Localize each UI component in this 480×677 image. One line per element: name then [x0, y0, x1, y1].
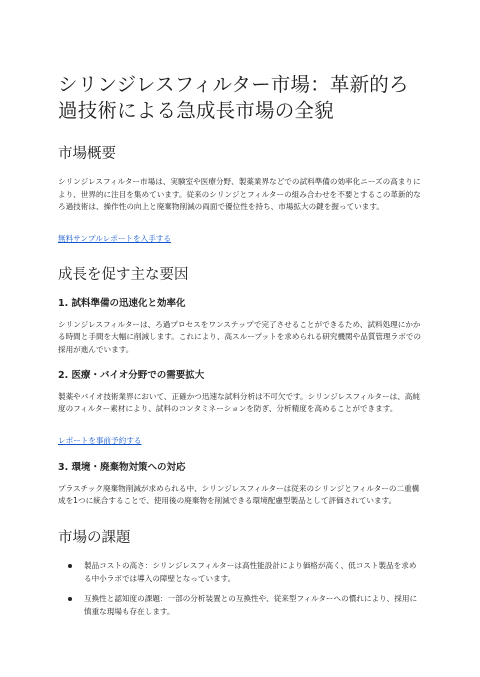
document-title: シリンジレスフィルター市場：革新的ろ過技術による急成長市場の全貌	[58, 73, 409, 122]
driver-1-text: シリンジレスフィルターは、ろ過プロセスをワンステップで完了させることができるため、試料処理にかかる時間と手間を大幅に削減します。これにより、高スループットを求められる研究機関や品質管理ラボでの採用が進んでいます。	[58, 319, 421, 354]
challenges-list	[58, 560, 422, 618]
drivers-section	[58, 265, 422, 508]
overview-heading: 市場概要	[58, 146, 116, 162]
bullet-dot-icon	[68, 564, 72, 568]
challenge-item	[58, 560, 422, 585]
challenges-section	[58, 528, 422, 618]
free-sample-report-link[interactable]: 無料サンプルレポートを入手する	[58, 233, 172, 243]
driver-2-title: 2. 医療・バイオ分野での需要拡大	[58, 369, 205, 381]
challenges-heading: 市場の課題	[58, 529, 131, 546]
overview-paragraph: シリンジレスフィルター市場は、実験室や医療分野、製薬業界などでの試料準備の効率化ニーズの高まりにより、世界的に注目を集めています。従来のシリンジとフィルターの組み合わせを不要とするこの革新的なろ過技術は、操作性の向上と廃棄物削減の両面で優位性を持ち、市場拡大の鍵を握っています。	[58, 177, 421, 212]
pre-order-report-link[interactable]: レポートを事前予約する	[58, 435, 142, 445]
challenge-text: 互換性と認知度の課題：一部の分析装置との互換性や、従来型フィルターへの慣れにより、採用に慎重な現場も存在します。	[84, 594, 418, 616]
driver-3-text: プラスチック廃棄物削減が求められる中、シリンジレスフィルターは従来のシリンジとフィルターの二重構成を1つに統合することで、使用後の廃棄物を削減できる環境配慮型製品として評価されています。	[58, 483, 420, 506]
driver-3-title: 3. 環境・廃棄物対策への対応	[58, 461, 186, 473]
driver-1-title: 1. 試料準備の迅速化と効率化	[58, 297, 186, 309]
bullet-dot-icon	[68, 597, 72, 601]
challenge-text: 製品コストの高さ：シリンジレスフィルターは高性能設計により価格が高く、低コスト製品を求める中小ラボでは導入の障壁となっています。	[84, 560, 417, 583]
challenge-item	[58, 593, 422, 618]
overview-section	[58, 144, 422, 265]
drivers-heading: 成長を促す主な要因	[58, 266, 189, 283]
driver-2-text: 製薬やバイオ技術業界において、正確かつ迅速な試料分析は不可欠です。シリンジレスフィルターは、高純度のフィルター素材により、試料のコンタミネーションを防ぎ、分析精度を高めることができます。	[58, 391, 420, 414]
